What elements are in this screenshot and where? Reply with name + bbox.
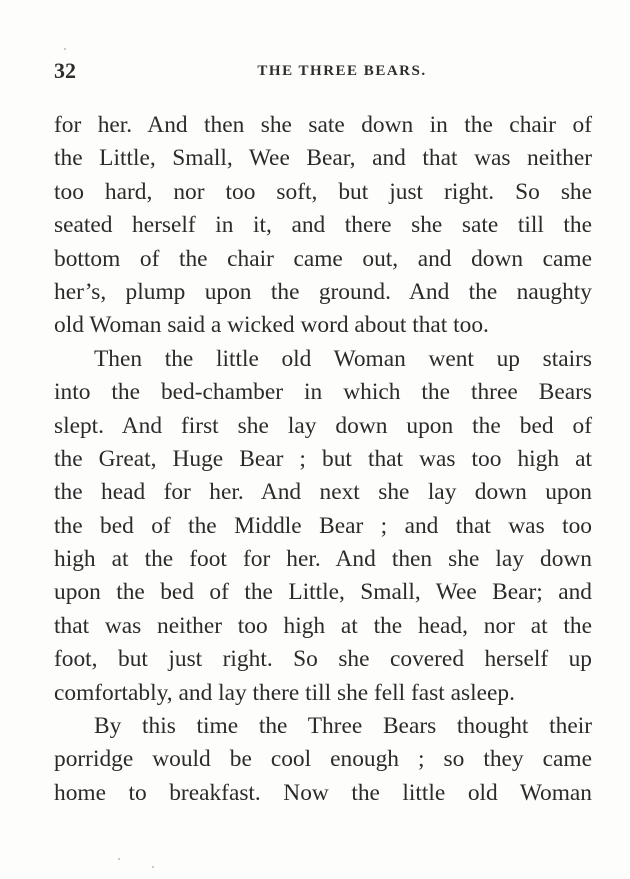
text-line: bottom of the chair came out, and down came	[54, 245, 592, 272]
body-text	[54, 109, 592, 810]
text-line: her’s, plump upon the ground. And the naughty	[54, 278, 592, 305]
paper-speck	[152, 866, 154, 868]
running-title: THE THREE BEARS.	[257, 63, 427, 79]
text-line: too hard, nor too soft, but just right. So she	[54, 178, 592, 205]
paper-speck	[64, 48, 66, 50]
text-line: upon the bed of the Little, Small, Wee Bear; and	[54, 579, 592, 606]
paper-speck	[118, 858, 120, 860]
text-line: that was neither too high at the head, nor at the	[54, 612, 592, 639]
text-line: the Little, Small, Wee Bear, and that was neither	[54, 145, 592, 172]
page-number: 32	[54, 58, 76, 83]
paragraph-start-line: By this time the Three Bears thought their	[94, 713, 592, 740]
text-line: the bed of the Middle Bear ; and that was too	[54, 512, 592, 539]
text-line: home to breakfast. Now the little old Woman	[54, 779, 592, 806]
page-header	[52, 58, 592, 90]
text-line: comfortably, and lay there till she fell fast asleep.	[54, 679, 515, 706]
text-line: high at the foot for her. And then she lay down	[54, 546, 592, 573]
text-line: old Woman said a wicked word about that too.	[54, 312, 489, 339]
text-line: the Great, Huge Bear ; but that was too high at	[54, 445, 592, 472]
text-line: for her. And then she sate down in the chair of	[54, 112, 592, 138]
paragraph-start-line: Then the little old Woman went up stairs	[94, 345, 592, 372]
text-line: the head for her. And next she lay down upon	[54, 479, 592, 506]
text-line: slept. And first she lay down upon the bed of	[54, 412, 592, 439]
text-line: into the bed-chamber in which the three Bears	[54, 379, 592, 406]
text-line: seated herself in it, and there she sate till the	[54, 212, 592, 239]
text-line: foot, but just right. So she covered herself up	[54, 646, 592, 673]
text-line: porridge would be cool enough ; so they came	[54, 746, 592, 773]
